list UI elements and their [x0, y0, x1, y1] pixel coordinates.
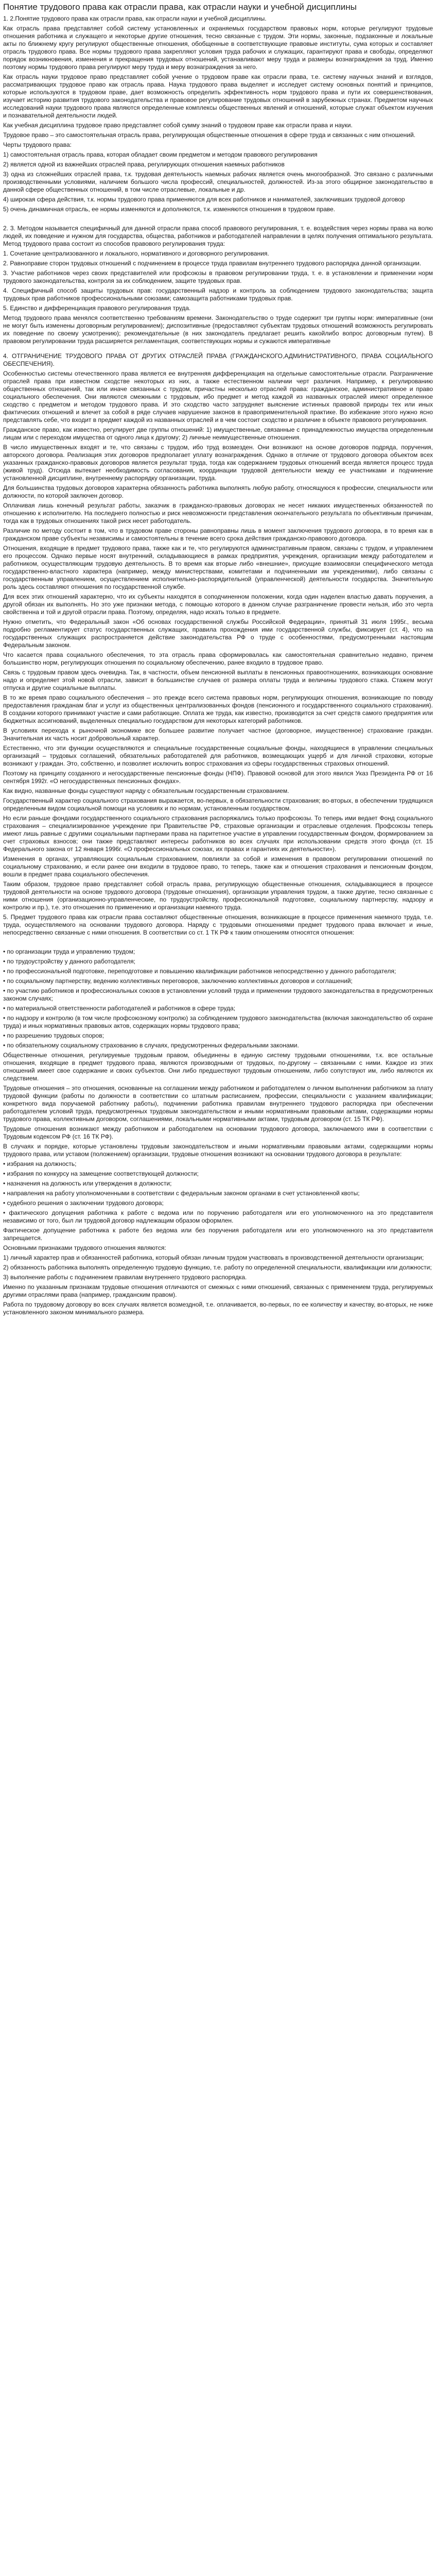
paragraph: Особенностью системы отечественного права является ее внутренняя дифференциация на отдельные самостоятельные отрасли. Разграничение отраслей права при известном сходстве некоторых из них, а также естественном наличии черт различия. Например, к регулированию общественных отношений, так или иначе связанных с трудом, причастны несколько отраслей права: гражданское, административное и право социального обеспечения. Они являются смежными с трудовым, ибо предмет и метод каждой из названных отраслей имеют определенное сходство с предметом и методом трудового права. И это сходство часто затрудняет выяснение истинных правовой природы тех или иных фактических отношений и влечет за собой в ряде случаев нарушение законов в правоприменительной практике. Во избежание этого нужно ясно представлять себе, что входит в предмет каждой из названных отраслей и в чем состоит сходство и различие в объекте правового регулирования.	[3, 370, 433, 423]
paragraph: Трудовые отношения возникают между работником и работодателем на основании трудового договора, заключаемого ими в соответствии с Трудовым кодексом РФ (ст. 16 ТК РФ).	[3, 1125, 433, 1140]
paragraph: • судебного решения о заключении трудового договора;	[3, 1199, 164, 1207]
document-body	[3, 15, 433, 1316]
paragraph: Именно по указанным признакам трудовые отношения отличаются от смежных с ними отношений, связанных с применением труда, регулируемых другими отраслями права (например, гражданским правом).	[3, 1283, 433, 1298]
paragraph: 5. Единство и дифференциация правового регулирования труда.	[3, 304, 191, 312]
paragraph: Для большинства трудовых договоров характерна обязанность работника выполнять любую работу, относящуюся к профессии, специальности или должности, по которой заключен договор.	[3, 484, 433, 499]
paragraph: Как отрасль права представляет собой систему установленных и охраняемых государством правовых норм, которые регулируют трудовые отношения работника и служащего и некоторые другие отношения, тесно связанные с трудом. Эти нормы, законные, подзаконные и локальные акты по ближнему кругу регулируют общественные отношения, обобщенные в соответствующие правовые институты, сума которых и составляет отрасль трудового права. Все нормы трудового права закрепляют условия труда рабочих и служащих, гарантируют права и свободы, определяют порядок возникновения, изменения и прекращения трудовых отношений, устанавливают меру труда и размеры вознаграждения за труд. Именно поэтому нормы трудового права регулируют меру труда и меру вознаграждения за него.	[3, 25, 433, 71]
paragraph: Поэтому на принципу созданного и негосударственные пенсионные фонды (НПФ). Правовой основой для этого явился Указ Президента РФ от 16 сентября 1992г. «О негосударственных пенсионных фондах».	[3, 770, 433, 785]
paragraph: Но если раньше фондами государственного социального страхования распоряжались только профсоюзы. То теперь ими ведает Фонд социального страхования – специализированное учреждение при Правительстве РФ, страховые организации и отраслевые отделения. Профсоюзы теперь имеют лишь равные с другими социальными партнерами права на паритетное участие в управлении государственным фондом, формированием за счет страховых взносов; они также представляют интересы работников во всех случаях при использовании средств этого фонда (ст. 15 Федерального закона от 12 января 1996г. «О профессиональных союзах, их правах и гарантиях их деятельности»).	[3, 815, 433, 853]
paragraph: 1. Сочетание централизованного и локального, нормативного и договорного регулирования.	[3, 250, 269, 257]
paragraph: • по профессиональной подготовке, переподготовке и повышению квалификации работников непосредственно у данного работодателя;	[3, 968, 396, 975]
paragraph: 1. 2.Понятие трудового права как отрасли права, как отрасли науки и учебной дисциплины.	[3, 15, 267, 22]
paragraph: • избрания на должность;	[3, 1160, 77, 1167]
paragraph: Гражданское право, как известно, регулирует две группы отношений: 1) имущественные, связанные с принадлежностью имущества определенным лицам или с переходом имущества от одного лица к другому; 2) личные неимущественные отношения.	[3, 426, 433, 441]
paragraph: 4. Специфичный способ защиты трудовых прав: государственный надзор и контроль за соблюдением трудового законодательства; защита трудовых прав работников профессиональными союзами; самозащита работниками трудовых прав.	[3, 287, 433, 302]
paragraph: 1) самостоятельная отрасль права, которая обладает своим предметом и методом правового регулирования	[3, 151, 318, 158]
paragraph: 2. Равноправие сторон трудовых отношений с подчинением в процессе труда правилам внутреннего трудового распорядка данной организации.	[3, 260, 422, 267]
paragraph: Изменения в органах, управляющих социальным страхованием, повлияли за собой и изменения в правовом регулировании отношений по социальному страхованию, и если ранее они входили в трудовое право, то теперь, также как и отношения страхования и пенсионным фондом, вошли в предмет права социального обеспечения.	[3, 855, 433, 878]
paragraph: • по участию работников и профессиональных союзов в установлении условий труда и применении трудового законодательства в предусмотренных законом случаях;	[3, 987, 433, 1002]
paragraph: 1) личный характер прав и обязанностей работника, который обязан личным трудом участвовать в производственной деятельности организации;	[3, 1254, 424, 1261]
paragraph: 4. ОТГРАНИЧЕНИЕ ТРУДОВОГО ПРАВА ОТ ДРУГИХ ОТРАСЛЕЙ ПРАВА (ГРАЖДАНСКОГО,АДМИНИСТРАТИВНОГО, ПРАВА СОЦИАЛЬНОГО ОБЕСПЕЧЕНИЯ).	[3, 352, 433, 367]
paragraph: • направления на работу уполномоченными в соответствии с федеральным законом органами в счет установленной квоты;	[3, 1190, 360, 1197]
paragraph: 4) широкая сфера действия, т.к. нормы трудового права применяются для всех работников и нанимателей, заключивших трудовой договор	[3, 196, 405, 203]
paragraph: • по трудоустройству у данного работодателя;	[3, 958, 135, 965]
paragraph: Оплачивая лишь конечный результат работы, заказчик в гражданско-правовых договорах не несет никаких имущественных обязанностей по отношению к исполнителю. На последнего полностью и риск невозможности представления окончательного результата по объективным причинам, тогда как в трудовых отношениях такой риск несет работодатель.	[3, 502, 433, 524]
paragraph: Таким образом, трудовое право представляет собой отрасль права, регулирующую общественные отношения, складывающиеся в процессе трудовой деятельности на основе трудового договора (трудовые отношения), организации управления трудом, а также другие, тесно связанные с ними отношения (организационно-управленческие, по трудоустройству, профессиональной подготовке, социальному партнерству, надзору и контролю и пр.), т.е. это отношения по применению и организации наемного труда.	[3, 880, 433, 911]
paragraph: Фактическое допущение работника к работе без ведома или без поручения работодателя или его уполномоченного на это представителя запрещается.	[3, 1227, 433, 1242]
paragraph: • по организации труда и управлению трудом;	[3, 948, 135, 955]
paragraph: Общественные отношения, регулируемые трудовым правом, объединены в единую систему трудовыми отношениями, т.к. все остальные отношения, входящие в предмет трудового права, являются производными от трудовых, по-другому – связанными с ними. Каждое из этих отношений имеет свое содержание и своих субъектов. Они либо предшествуют трудовым отношениям, либо сопутствуют им, либо являются их следствием.	[3, 1052, 433, 1082]
paragraph: Трудовые отношения – это отношения, основанные на соглашении между работником и работодателем о личном выполнении работником за плату трудовой функции (работы по должности в соответствии со штатным расписанием, профессии, специальности с указанием квалификации; конкретного вида поручаемой работнику работы), подчинении работника правилам внутреннего трудового распорядка при обеспечении работодателем условий труда, предусмотренных трудовым законодательством и иными нормативными правовыми актами, содержащими нормы трудового права, коллективным договором, соглашениями, локальными нормативными актами, трудовым договором (ст. 15 ТК РФ).	[3, 1084, 433, 1123]
paragraph: Отношения, входящие в предмет трудового права, также как и те, что регулируются административным правом, связаны с трудом, и управлением его процессом. Однако первые носят внутренний, складывающиеся в рамках предприятия, учреждения, организации между работодателем и работником, осуществляющим трудовую деятельность. В то время как вторые либо «внешние», присущие взаимосвязи специфического метода государственно-властного характера (например, между министерствами, комитетами и подчиненными им учреждениями), либо связаны с государственным управлением, осуществлением исполнительно-распорядительной (управленческой) деятельности государства. Значительную роль здесь составляют отношения по государственной службе.	[3, 545, 433, 590]
paragraph: 5) очень динамичная отрасль, ее нормы изменяются и дополняются, т.к. изменяются отношения в трудовом праве.	[3, 206, 336, 213]
paragraph: Работа по трудовому договору во всех случаях является возмездной, т.е. оплачивается, во-первых, по ее количеству и качеству, во-вторых, не ниже установленного законом минимального размера.	[3, 1301, 433, 1316]
paragraph: 3) выполнение работы с подчинением правилам внутреннего трудового распорядка.	[3, 1274, 247, 1281]
paragraph: Основными признаками трудового отношения являются:	[3, 1244, 166, 1251]
paragraph: Государственный характер социального страхования выражается, во-первых, в обязательности страхования; во-вторых, в обеспечении трудящихся определенным видом социальной помощи на условиях и по нормам, установленным государством.	[3, 797, 433, 812]
paragraph: Для всех этих отношений характерно, что их субъекты находятся в соподчиненном положении, когда один наделен властью давать поручения, а другой обязан их выполнять. Но это уже признаки метода, с помощью которого в данном случае разграничение провести нельзя, ибо это черта свойственна и той и другой отрасли права. Поэтому, определяя, надо искать только в предмете.	[3, 593, 433, 616]
paragraph: В то же время право социального обеспечения – это прежде всего система правовых норм, регулирующих отношения, возникающие по поводу предоставления гражданам благ и услуг из общественных централизованных фондов (пенсионного и государственного социального страхования). В создании которого принимают участие и сами работающие. Оплата же труда, как известно, производится за счет средств самого предприятия или бюджетных ассигнований, выделенных специально государством для некоторых категорий работников.	[3, 694, 433, 724]
paragraph: Различие по методу состоит в том, что в трудовом праве стороны равноправны лишь в момент заключения трудового договора, в то время как в гражданском праве субъекты независимы и самостоятельны в течение всего срока действия гражданско-правового договора.	[3, 527, 433, 542]
paragraph: В условиях перехода к рыночной экономике все большее развитие получает частное (договорное, имущественное) страхование граждан. Значительная их часть носит добровольный характер.	[3, 727, 433, 742]
paragraph: Как учебная дисциплина трудовое право представляет собой сумму знаний о трудовом праве как отрасли права и науки.	[3, 122, 353, 129]
paragraph: • по материальной ответственности работодателей и работников в сфере труда;	[3, 1005, 236, 1012]
paragraph: 3) одна из сложнейших отраслей права, т.к. трудовая деятельность наемных рабочих является очень многообразной. Это связано с различными производственными условиями, наличием большого числа профессий, специальностей, должностей. Из-за этого общирное законодательство в данной сфере общественных отношений, в том числе отраслевые, локальные и др.	[3, 171, 433, 193]
paragraph: Как отрасль науки трудовое право представляет собой учение о трудовом праве как отрасли права, т.е. систему научных знаний и взглядов, рассматривающих трудовое право как отрасль права. Наука трудового права выделяет и исследует систему основных понятий и принципов, которые используются в трудовом праве, дает возможность определить эффективность норм трудового права и пути их совершенствования, изучает историю развития трудового законодательства и правовое регулирование трудовых отношений в зарубежных странах. Предметом научных исследований науки трудового права являются определенные комплексы общественных явлений и отношений, которые служат объектом изучения и познавательной деятельности людей.	[3, 73, 433, 119]
paragraph: • по надзору и контролю (в том числе профсоюзному контролю) за соблюдением трудового законодательства (включая законодательство об охране труда) и иных нормативных правовых актов, содержащих нормы трудового права;	[3, 1014, 433, 1029]
paragraph: • по социальному партнерству, ведению коллективных переговоров, заключению коллективных договоров и соглашений;	[3, 977, 353, 985]
paragraph: Трудовое право – это самостоятельная отрасль права, регулирующая общественные отношения в сфере труда и связанных с ним отношений.	[3, 131, 416, 139]
paragraph: Связь с трудовым правом здесь очевидна. Так, в частности, объем пенсионной выплаты в пенсионных правоотношениях, возникающих основание надо и определяет этой новой отрасли, зависит в большинстве случаев от размера оплаты труда и величины трудового стажа. Стажем могут отпуска и другие социальные выплаты.	[3, 669, 433, 691]
paragraph: Метод трудового права менялся соответственно требованиям времени. Законодательство о труде содержит три группы норм: императивные (они не могут быть изменены договорным регулированием); диспозитивные (предоставляют субъектам трудовых отношений возможность регулировать их поведение по своему усмотрению); рекомендательные (в них законодатель предлагает решить какойлибо вопрос договорным путем). В правовом регулировании труда расширяется регламентация, соответствующих нормы и сужаются императивные	[3, 314, 433, 345]
page-title: Понятие трудового права как отрасли права, как отрасли науки и учебной дисциплины	[3, 2, 357, 12]
paragraph: Как видно, названные фонды существуют наряду с обязательным государственным страхованием.	[3, 787, 289, 794]
paragraph: 3. Участие работников через своих представителей или профсоюзы в правовом регулировании труда, т. е. в установлении и применении норм трудового законодательства, контроля за их соблюдением, защите трудовых прав.	[3, 269, 433, 284]
paragraph: • по обязательному социальному страхованию в случаях, предусмотренных федеральными законами.	[3, 1042, 299, 1049]
paragraph: • по разрешению трудовых споров;	[3, 1032, 104, 1039]
paragraph: 5. Предмет трудового права как отрасли права составляют общественные отношения, возникающие в процессе применения наемного труда, т.е. труда, осуществляемого на основании трудового договора. Наряду с трудовыми отношениями предмет трудового права включает и иные, непосредственно связанные с ними отношения. В соответствии со ст. 1 ТК РФ к таким отношениям относятся отношения:	[3, 913, 433, 936]
paragraph: В случаях и порядке, которые установлены трудовым законодательством и иными нормативными правовыми актами, содержащими нормы трудового права, или уставом (положением) организации, трудовые отношения возникают на основании трудового договора в результате:	[3, 1143, 433, 1158]
paragraph: Черты трудового права:	[3, 141, 72, 148]
paragraph: • фактического допущения работника к работе с ведома или по поручению работодателя или его уполномоченного на это представителя независимо от того, был ли трудовой договор надлежащим образом оформлен.	[3, 1209, 433, 1224]
paragraph: В число имущественных входят и те, что связаны с трудом, ибо труд возмезден. Они возникают на основе договоров подряда, поручения, авторского договора. Реализация этих договоров предполагает уплату вознаграждения. Однако в отличие от трудового договора объектом всех указанных гражданско-правовых договоров является результат труда, тогда как содержанием трудовых отношений всегда является процесс труда (живой труд). Отсюда вытекает необходимость согласования, координации трудовой деятельности между ее участниками и подчинение установленной дисциплине, внутреннему распорядку организации, труда.	[3, 444, 433, 482]
paragraph: 2) обязанность работника выполнять определенную трудовую функцию, т.е. работу по определенной специальности, квалификации или должности;	[3, 1264, 432, 1271]
paragraph: • назначения на должность или утверждения в должности;	[3, 1180, 172, 1187]
paragraph: • избрания по конкурсу на замещение соответствующей должности;	[3, 1170, 199, 1177]
paragraph: Что касается права социального обеспечения, то эта отрасль права сформировалась как самостоятельная сравнительно недавно, причем большинство норм, регулирующих отношения по социальному обеспечению, ранее входило в трудовое право.	[3, 651, 433, 666]
paragraph: Естественно, что эти функции осуществляются и специальные государственные социальные фонды, находящиеся в управлении специальных организаций – трудовых соглашений, обязательных работодателей для работников, возмещающих ущерб и для личной страховки, которые возникают у граждан. Это, собственно, и позволяет исключить вопрос страхования из сферы государственных страховых отношений.	[3, 744, 433, 767]
paragraph: 2. 3. Методом называется специфичный для данной отрасли права способ правового регулирования, т. е. воздействия через нормы права на волю людей, их поведение и нужном для государства, общества, работников и работодателей направлении в целях получения оптимального результата. Метод трудового права состоит из способов правового регулирования труда:	[3, 225, 433, 247]
paragraph: Нужно отметить, что Федеральный закон «Об основах государственной службы Российской Федерации», принятый 31 июля 1995г., весьма подробно регламентирует статус государственных служащих, правила прохождения ими государственной службы, фиксирует (ст. 4), что на государственных служащих распространяется действие законодательства РФ о труде с особенностями, предусмотренными настоящим Федеральным законом.	[3, 618, 433, 649]
paragraph: 2) является одной из важнейших отраслей права, регулирующих отношения наемных работников	[3, 161, 285, 168]
